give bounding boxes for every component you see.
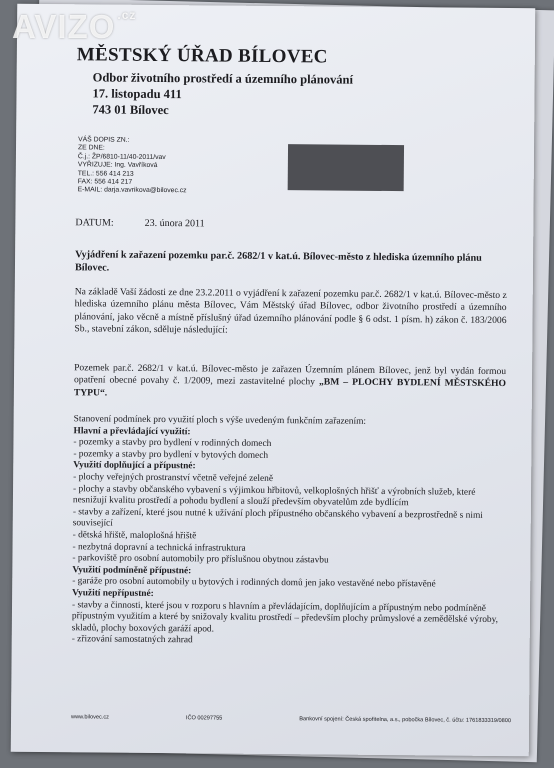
ref-line: VÁŠ DOPIS ZN.: <box>78 136 130 144</box>
list-item: - pozemky a stavby pro bydlení v rodinných domech <box>73 437 272 450</box>
ref-line: VYŘIZUJE: Ing. Vavříková <box>77 161 158 170</box>
city-address: 743 01 Bílovec <box>92 102 169 118</box>
footer-web: www.bilovec.cz <box>71 714 110 721</box>
reference-block <box>78 136 187 196</box>
supplementary-use-heading: Využití doplňující a přípustné: <box>73 460 196 472</box>
avizo-watermark-logo <box>12 8 136 46</box>
list-item: - parkoviště pro osobní automobily pro příslušnou obytnou zástavbu <box>72 553 329 566</box>
zoning-category: „BM – PLOCHY BYDLENÍ MĚSTSKÉHO TYPU“. <box>73 376 507 399</box>
conditions-intro: Stanovení podmínek pro využití ploch s výše uvedeným funkčním zařazením: <box>73 414 367 427</box>
office-name: MĚSTSKÝ ÚŘAD BÍLOVEC <box>76 44 328 68</box>
zoning-text: Pozemek par.č. 2682/1 v kat.ú. Bílovec-město je zařazen Územním plánem Bílovec, jenž byl vydán formou opatření obecné povahy č. 1/2009, mezi zastavitelné plochy <box>73 362 507 388</box>
conditions-section <box>72 414 506 650</box>
watermark-brand: AVIZO <box>12 8 116 45</box>
ref-line: TEL.: 556 414 213 <box>77 169 134 178</box>
department-name: Odbor životního prostředí a územního plánování <box>92 70 354 87</box>
watermark-suffix: .cz <box>117 8 137 22</box>
main-use-heading: Hlavní a převládající využití: <box>73 425 191 437</box>
list-item: - stavby a zařízení, které jsou nutné k užívání ploch přípustného občanského vybavení a bezprostředně s nimi související <box>72 507 483 529</box>
list-item: - dětská hřiště, maloplošná hřiště <box>72 530 197 542</box>
redacted-address-box <box>288 144 404 191</box>
ref-line: ZE DNE: <box>77 144 105 152</box>
list-item: - pozemky a stavby pro bydlení v bytových domech <box>73 449 269 461</box>
list-item: - plochy veřejných prostranství včetně veřejné zeleně <box>73 472 274 484</box>
list-item: - stavby a činnosti, které jsou v rozporu s hlavním a převládajícím, doplňujícím a přípustným nebo podmíněně přípustným využitím a které by snižovaly kvalitu prostředí – především plochy průmyslové a zemědělské výroby, skladů, plochy boxových garáží apod. <box>71 599 499 635</box>
zoning-paragraph <box>74 362 506 403</box>
date-line <box>75 217 204 229</box>
ref-line: FAX: 556 414 217 <box>77 178 133 186</box>
ref-line: Č.j.: ŽP/6810-11/40-2011/vav <box>77 153 166 161</box>
list-item: - zřizování samostatných zahrad <box>71 634 193 646</box>
footer-bank: Bankovní spojení: Česká spořitelna, a.s., pobočka Bílovec, č. účtu: 1761833319/0800 <box>299 716 512 725</box>
letter-footer <box>71 714 511 724</box>
subject-line: Vyjádření k zařazení pozemku par.č. 2682/1 v kat.ú. Bílovec-město z hlediska územního plánu Bílovec. <box>74 249 482 274</box>
intro-paragraph: Na základě Vaší žádosti ze dne 23.2.2011 o vyjádření k zařazení pozemku par.č. 2682/1 v kat.ú. Bílovec-město z hlediska územního plánu města Bílovec, Vám Městský úřad Bílovec, odbor životního prostředí a územního plánování, jako věcně a místně příslušný úřad územního plánování podle § 6 odst. 1 písm. h) zákon č. 183/2006 Sb., stavební zákon, sděluje následující: <box>74 286 507 336</box>
footer-ico: IČO 00297755 <box>185 715 223 722</box>
conditional-use-heading: Využití podmíněně přípustné: <box>72 564 192 577</box>
date-label: DATUM: <box>75 217 114 229</box>
list-item: - plochy a stavby občanského vybavení s výjimkou hřbitovů, velkoplošných hřišť a výrobních služeb, které nesnižují kvalitu prostředí a pohodu bydlení a slouží především obyvatelům zde bydlícím <box>72 483 476 509</box>
list-item: - nezbytná dopravní a technická infrastruktura <box>72 541 246 554</box>
ref-line: E-MAIL: darja.vavrikova@bilovec.cz <box>77 186 187 195</box>
list-item: - garáže pro osobní automobily u bytových i rodinných domů jen jako vestavěné nebo přístavěné <box>72 576 436 590</box>
date-value: 23. února 2011 <box>144 217 205 230</box>
letter-page <box>11 4 536 756</box>
street-address: 17. listopadu 411 <box>92 86 182 102</box>
forbidden-use-heading: Využití nepřípustné: <box>72 588 154 599</box>
